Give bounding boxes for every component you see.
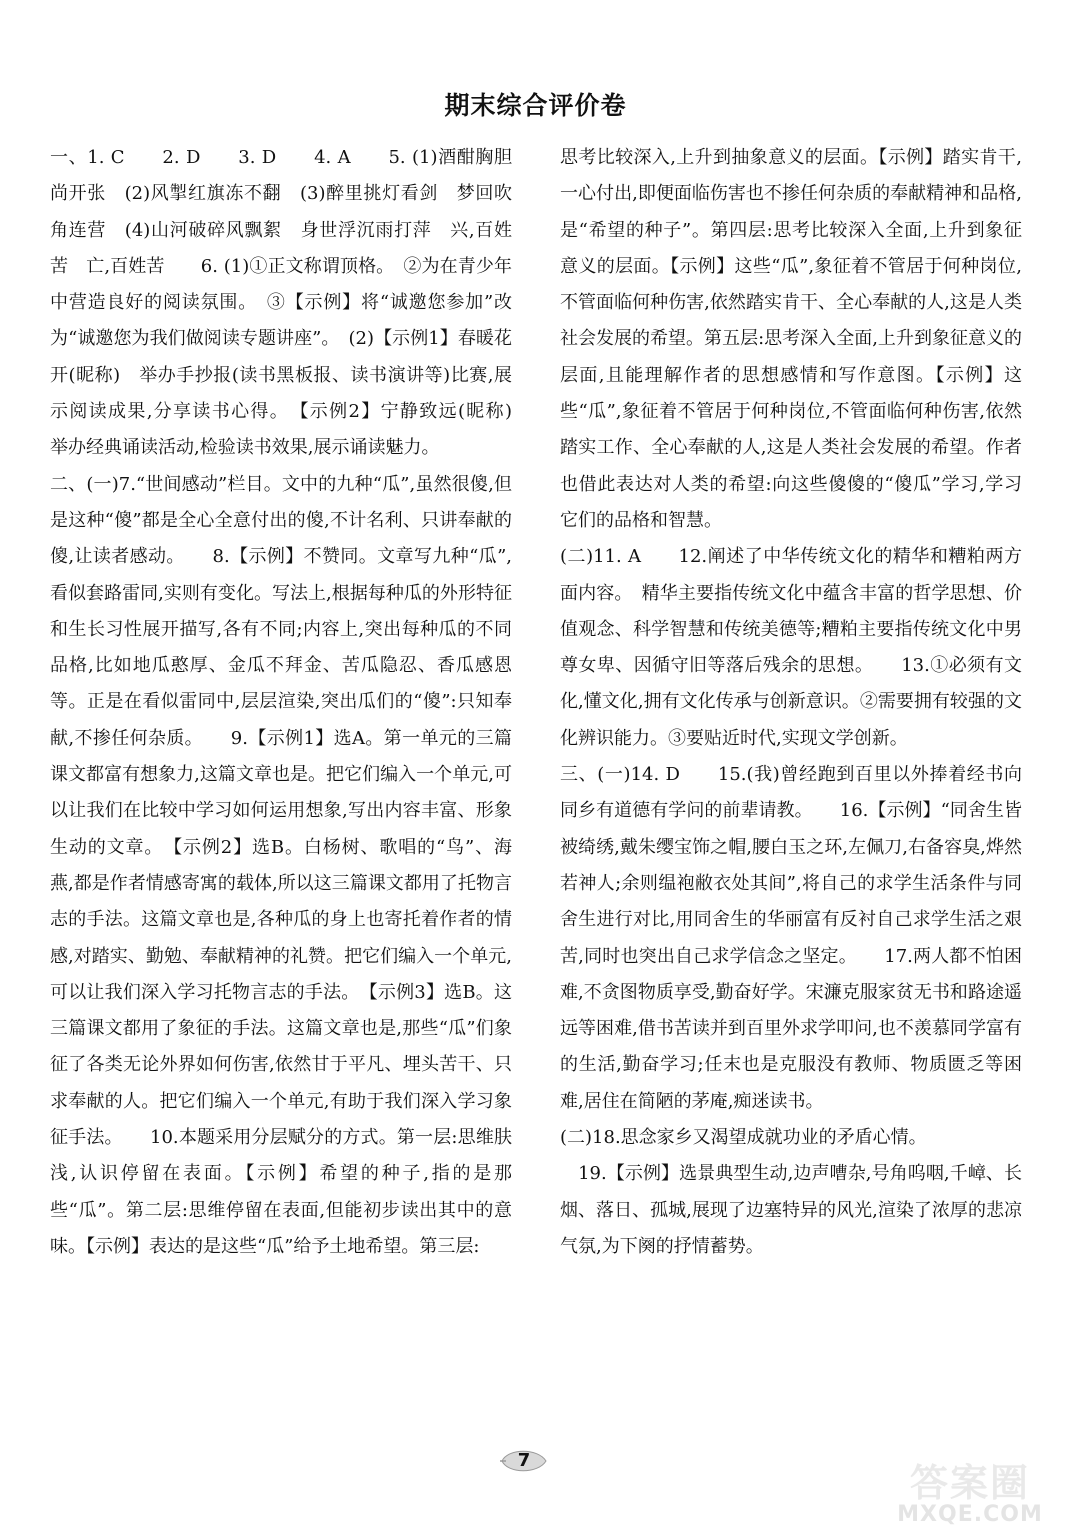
page-number: 7: [517, 1450, 531, 1471]
right-column: [560, 140, 1022, 1265]
answer-section-2: 二、(一)7.“世间感动”栏目。文中的九种“瓜”,虽然很傻,但是这种“傻”都是全心全意付出的傻,不计名利、只讲奉献的傻,让读者感动。 8.【示例】不赞同。文章写九种“瓜”,看似套路雷同,实则有变化。写法上,根据每种瓜的外形特征和生长习性展开描写,各有不同;内容上,突出每种瓜的不同品格,比如地瓜憨厚、金瓜不拜金、苦瓜隐忍、香瓜感恩等。正是在看似雷同中,层层渲染,突出瓜们的“傻”:只知奉献,不掺任何杂质。 9.【示例1】选A。第一单元的三篇课文都富有想象力,这篇文章也是。把它们编入一个单元,可以让我们在比较中学习如何运用想象,写出内容丰富、形象生动的文章。 【示例2】选B。白杨树、歌唱的“鸟”、海燕,都是作者情感寄寓的载体,所以这三篇课文都用了托物言志的手法。这篇文章也是,各种瓜的身上也寄托着作者的情感,对踏实、勤勉、奉献精神的礼赞。把它们编入一个单元,可以让我们深入学习托物言志的手法。 【示例3】选B。这三篇课文都用了象征的手法。这篇文章也是,那些“瓜”们象征了各类无论外界如何伤害,依然甘于平凡、埋头苦干、只求奉献的人。把它们编入一个单元,有助于我们深入学习象征手法。 10.本题采用分层赋分的方式。第一层:思维肤浅,认识停留在表面。【示例】希望的种子,指的是那些“瓜”。第二层:思维停留在表面,但能初步读出其中的意味。【示例】表达的是这些“瓜”给予土地希望。第三层:: [50, 473, 512, 1257]
watermark-logo: 答案圈: [909, 1461, 1030, 1505]
answer-section-1: 一、1. C 2. D 3. D 4. A 5. (1)酒酣胸胆尚开张 (2)风掣红旗冻不翻 (3)醉里挑灯看剑 梦回吹角连营 (4)山河破碎风飘絮 身世浮沉雨打萍 兴,百姓苦 亡,百姓苦 6. (1)①正文称谓顶格。 ②为在青少年中营造良好的阅读氛围。 ③【示例】将“诚邀您参加”改为“诚邀您为我们做阅读专题讲座”。 (2)【示例1】春暖花开(昵称) 举办手抄报(读书黑板报、读书演讲等)比赛,展示阅读成果,分享读书心得。 【示例2】宁静致远(昵称) 举办经典诵读活动,检验读书效果,展示诵读魅力。: [50, 147, 530, 459]
left-column: [50, 140, 530, 1265]
page-title: 期末综合评价卷: [444, 91, 627, 120]
answer-section-3-q19: 19.【示例】选景典型生动,边声嘈杂,号角呜咽,千嶂、长烟、落日、孤城,展现了边塞特异的风光,渲染了浓厚的悲凉气氛,为下阕的抒情蓄势。: [560, 1163, 1022, 1257]
answer-section-3: 三、(一)14. D 15.(我)曾经跑到百里以外捧着经书向同乡有道德有学问的前辈请教。 16.【示例】“同舍生皆被绮绣,戴朱缨宝饰之帽,腰白玉之环,左佩刀,右备容臭,烨然若神人;余则缊袍敝衣处其间”,将自己的求学生活条件与同舍生进行对比,用同舍生的华丽富有反衬自己求学生活之艰苦,同时也突出自己求学信念之坚定。 17.两人都不怕困难,不贪图物质享受,勤奋好学。宋濂克服家贫无书和路途遥远等困难,借书苦读并到百里外求学叩问,也不羡慕同学富有的生活,勤奋学习;任末也是克服没有教师、物质匮乏等困难,居住在简陋的茅庵,痴迷读书。: [560, 764, 1022, 1112]
watermark-url: MXQE.COM: [897, 1502, 1043, 1527]
answer-section-2-part-2: (二)11. A 12.阐述了中华传统文化的精华和糟粕两方面内容。 精华主要指传统文化中蕴含丰富的哲学思想、价值观念、科学智慧和传统美德等;糟粕主要指传统文化中男尊女卑、因循守旧等落后残余的思想。 13.①必须有文化,懂文化,拥有文化传承与创新意识。②需要拥有较强的文化辨识能力。③要贴近时代,实现文学创新。: [560, 546, 1022, 749]
answer-section-2-cont: 思考比较深入,上升到抽象意义的层面。【示例】踏实肯干,一心付出,即便面临伤害也不掺任何杂质的奉献精神和品格,是“希望的种子”。第四层:思考比较深入全面,上升到象征意义的层面。【示例】这些“瓜”,象征着不管居于何种岗位,不管面临何种伤害,依然踏实肯干、全心奉献的人,这是人类社会发展的希望。第五层:思考深入全面,上升到象征意义的层面,且能理解作者的思想感情和写作意图。【示例】这些“瓜”,象征着不管居于何种岗位,不管面临何种伤害,依然踏实工作、全心奉献的人,这是人类社会发展的希望。作者也借此表达对人类的希望:向这些傻傻的“傻瓜”学习,学习它们的品格和智慧。: [560, 147, 1022, 531]
answer-section-3-part-2: (二)18.思念家乡又渴望成就功业的矛盾心情。: [560, 1127, 927, 1149]
watermark: [880, 1452, 1060, 1532]
